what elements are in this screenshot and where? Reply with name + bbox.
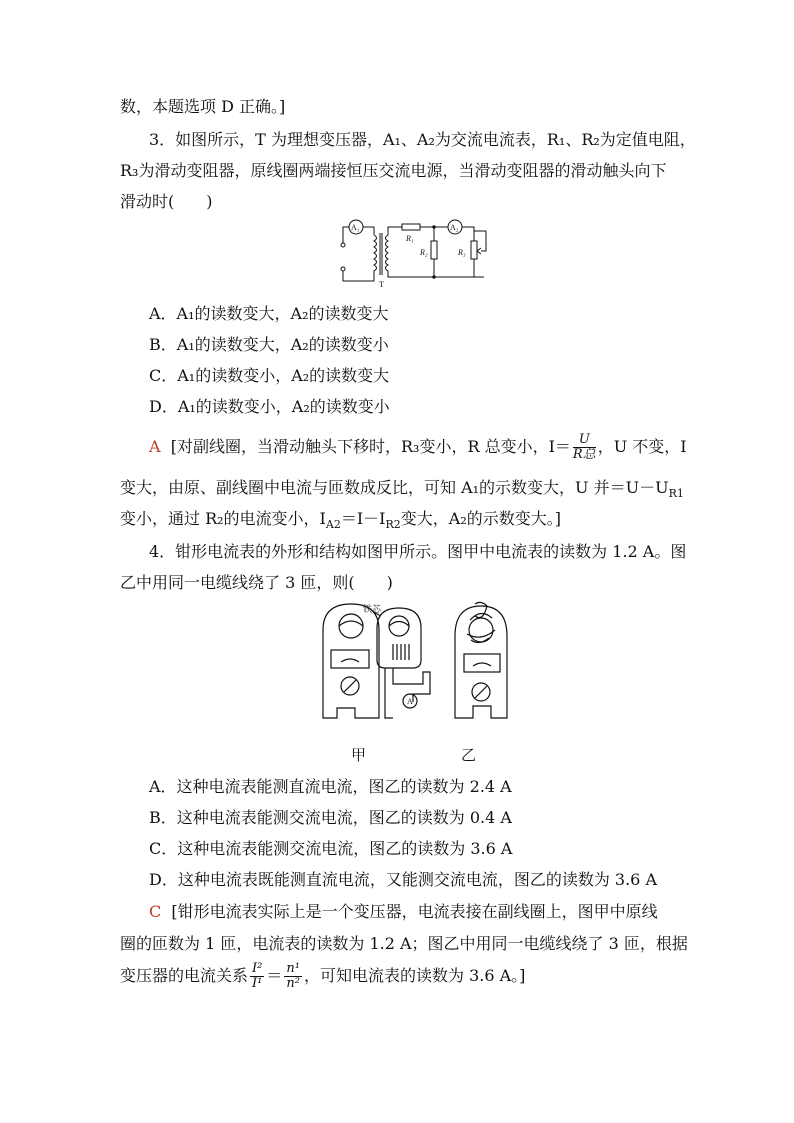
- q3-option-d: D．A₁的读数变小，A₂的读数变小: [149, 397, 390, 416]
- q4-stem-line2: 乙中用同一电缆线绕了 3 匝，则( ): [120, 573, 393, 592]
- fraction-current-ratio: $\frac{\text{I²}}{\text{I¹}}$: [252, 961, 263, 991]
- q3-stem-line2: R₃为滑动变阻器，原线圈两端接恒压交流电源，当滑动变阻器的滑动触头向下: [120, 161, 667, 180]
- q4-option-b: B．这种电流表能测交流电流，图乙的读数为 0.4 A: [149, 808, 512, 827]
- r2-label: R₂: [420, 248, 428, 257]
- q3-explanation-line2: 变大，由原、副线圈中电流与匝数成反比，可知 A₁的示数变大，U 并$=U-U_{R1}$: [120, 478, 684, 501]
- q3-stem-line3: 滑动时( ): [120, 192, 213, 211]
- q3-circuit-diagram: [334, 217, 494, 289]
- q4-answer: C: [149, 902, 162, 921]
- q3-option-b: B．A₁的读数变大，A₂的读数变小: [149, 335, 389, 354]
- q3-option-a: A．A₁的读数变大，A₂的读数变大: [149, 304, 389, 323]
- iron-core-label: 铁芯: [363, 604, 382, 614]
- q4-option-a: A．这种电流表能测直流电流，图乙的读数为 2.4 A: [149, 777, 512, 796]
- clamp-meter-figure: [315, 600, 525, 770]
- a2-label: A₂: [450, 223, 459, 232]
- ammeter-label: A: [407, 697, 413, 706]
- figure-yi-label: 乙: [461, 748, 477, 764]
- fraction-turns-ratio: $\frac{\text{n¹}}{\text{n²}}$: [286, 961, 300, 991]
- q3-explanation-line1: A [对副线圈，当滑动触头下移时，R₃变小，R 总变小，I＝ $\frac{U}{\text{R总}}$ ，U 不变，I: [149, 432, 687, 462]
- q3-answer: A: [149, 437, 161, 456]
- q4-explanation-line2: 圈的匝数为 1 匝，电流表的读数为 1.2 A；图乙中用同一电缆线绕了 3 匝，根据: [120, 934, 688, 953]
- q4-option-c: C．这种电流表能测交流电流，图乙的读数为 3.6 A: [149, 839, 513, 858]
- q4-explanation-line3: 变压器的电流关系 $\frac{\text{I²}}{\text{I¹}}$ ＝ $\frac{\text{n¹}}{\text{n²}}$ ，可知电流表的读数为 3.6 A。]: [120, 961, 526, 991]
- prev-answer-tail: 数，本题选项 D 正确。]: [120, 97, 286, 116]
- q4-option-d: D．这种电流表既能测直流电流，又能测交流电流，图乙的读数为 3.6 A: [149, 870, 658, 889]
- fraction-u-over-r: $\frac{U}{\text{R总}}$: [572, 432, 596, 462]
- q4-stem-line1: 4．钳形电流表的外形和结构如图甲所示。图甲中电流表的读数为 1.2 A。图: [149, 542, 687, 561]
- q3-stem-line1: 3．如图所示，T 为理想变压器，A₁、A₂为交流电流表，R₁、R₂为定值电阻，: [149, 130, 696, 149]
- a1-label: A₁: [351, 223, 360, 232]
- r3-label: R₃: [458, 248, 466, 257]
- figure-jia-label: 甲: [351, 748, 367, 764]
- transformer-label: T: [379, 280, 384, 289]
- q3-option-c: C．A₁的读数变小，A₂的读数变大: [149, 366, 390, 385]
- q4-explanation-line1: C [钳形电流表实际上是一个变压器，电流表接在副线圈上，图甲中原线: [149, 902, 658, 921]
- q3-explanation-line3: 变小，通过 R₂的电流变小，$I_{A2}=I-I_{R2}$变大，A₂的示数变大。]: [120, 509, 561, 532]
- r1-label: R₁: [406, 234, 414, 243]
